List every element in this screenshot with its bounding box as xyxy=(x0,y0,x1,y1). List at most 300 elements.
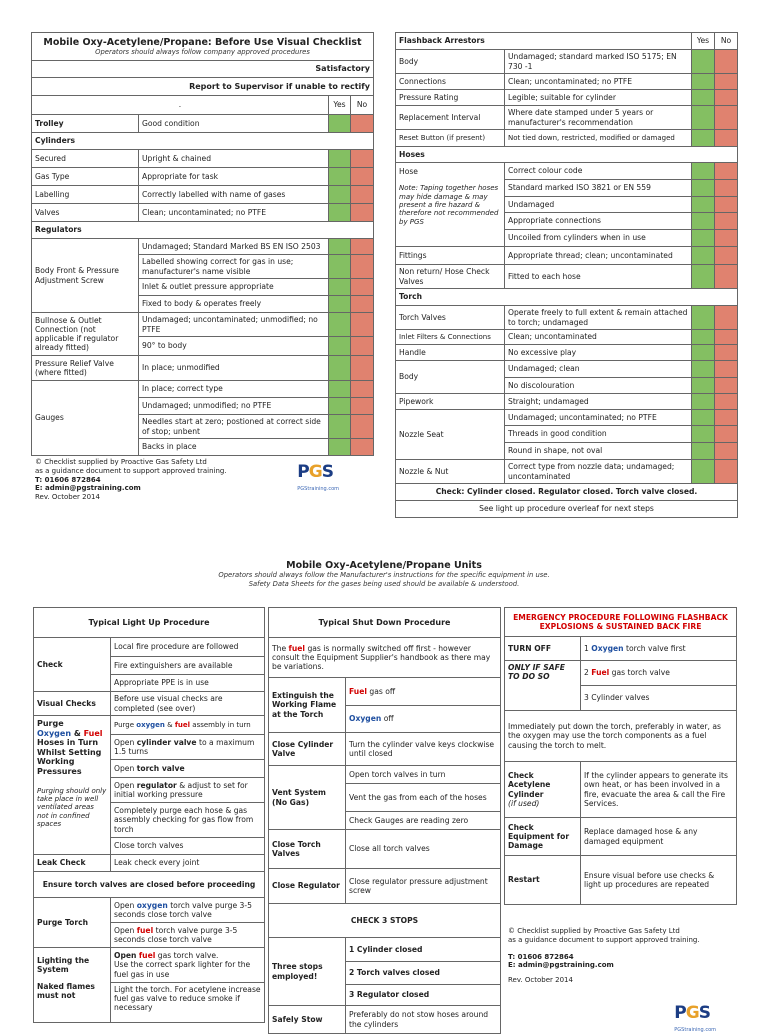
hose-note: Note: Taping together hoses may hide damage & may present a fire hazard & therefore not recommended by PGS xyxy=(399,184,499,226)
table-row xyxy=(396,345,738,361)
row-label: Hose xyxy=(399,167,418,176)
row-label: Body xyxy=(396,50,505,74)
emergency-title: EMERGENCY PROCEDURE FOLLOWING FLASHBACK EXPLOSIONS & SUSTAINED BACK FIRE xyxy=(505,608,737,637)
row-item: 2 Torch valves closed xyxy=(346,962,501,985)
row-item xyxy=(581,661,737,686)
yes-box[interactable] xyxy=(329,279,351,296)
units-header xyxy=(0,560,768,588)
logo-url: PGStraining.com xyxy=(674,1026,716,1033)
oxygen-word: Oxygen xyxy=(37,728,72,738)
no-box[interactable] xyxy=(351,168,374,186)
row-item: 90° to body xyxy=(139,337,329,356)
text: 2 xyxy=(584,668,589,678)
row-label: Gauges xyxy=(32,381,139,456)
table-row xyxy=(32,186,374,204)
yes-box[interactable] xyxy=(692,106,715,130)
no-box[interactable] xyxy=(715,378,738,394)
row-label: Close Cylinder Valve xyxy=(269,733,346,766)
no-box[interactable] xyxy=(715,265,738,289)
table-row xyxy=(396,460,738,484)
table-row xyxy=(396,163,738,180)
row-item: Appropriate thread; clean; uncontaminated xyxy=(505,247,692,265)
text: Open xyxy=(114,780,135,790)
row-item: Leak check every joint xyxy=(111,855,265,872)
yes-box[interactable] xyxy=(329,186,351,204)
row-item xyxy=(111,898,265,923)
table-row xyxy=(396,130,738,147)
purge-word: Purge xyxy=(37,719,64,728)
no-box[interactable] xyxy=(351,398,374,415)
yes-box[interactable] xyxy=(329,356,351,381)
row-label: Nozzle Seat xyxy=(396,410,505,460)
row-item: Clean; uncontaminated xyxy=(505,330,692,345)
row-item xyxy=(111,716,265,735)
purge-rest: Hoses in Turn Whilst Setting Working Pressures xyxy=(37,738,102,776)
table-row xyxy=(32,381,374,398)
row-item: Vent the gas from each of the hoses xyxy=(346,784,501,812)
yes-box[interactable] xyxy=(329,313,351,337)
purge-label-cell xyxy=(34,716,111,855)
row-item: Undamaged; Standard Marked BS EN ISO 2503 xyxy=(139,239,329,255)
text: torch valve xyxy=(136,763,185,773)
row-label: Connections xyxy=(396,74,505,90)
see-overleaf-note: See light up procedure overleaf for next steps xyxy=(396,501,738,518)
checklist-title: Mobile Oxy-Acetylene/Propane: Before Use Visual Checklist xyxy=(43,36,362,48)
row-item: Preferably do not stow hoses around the cylinders xyxy=(346,1006,501,1034)
copyright-line: © Checklist supplied by Proactive Gas Safety Ltd xyxy=(508,927,680,935)
row-item: Uncoiled from cylinders when in use xyxy=(505,230,692,247)
no-header: No xyxy=(351,96,374,115)
row-item xyxy=(111,778,265,803)
table-row xyxy=(32,239,374,255)
yes-header: Yes xyxy=(329,96,351,115)
emergency-footer xyxy=(504,927,736,985)
yes-box[interactable] xyxy=(692,130,715,147)
text: torch valve purge 3-5 seconds close torch valve xyxy=(114,925,238,944)
yes-box[interactable] xyxy=(692,426,715,443)
table-row xyxy=(396,361,738,378)
text: assembly in turn xyxy=(192,720,251,729)
row-item: Clean; uncontaminated; no PTFE xyxy=(139,204,329,222)
row-item: Straight; undamaged xyxy=(505,394,692,410)
logo-p: P xyxy=(297,462,309,482)
row-label: Safely Stow xyxy=(269,1006,346,1034)
visual-checklist-table xyxy=(31,32,374,456)
purge-note: Purging should only take place in well ventilated areas not in confined spaces xyxy=(37,786,107,829)
row-label: Body xyxy=(396,361,505,394)
row-label: Visual Checks xyxy=(34,692,111,716)
yes-box[interactable] xyxy=(692,74,715,90)
no-box[interactable] xyxy=(351,239,374,255)
row-item: Inlet & outlet pressure appropriate xyxy=(139,279,329,296)
table-row xyxy=(396,74,738,90)
fuel-word: fuel xyxy=(174,720,191,729)
row-item: Undamaged; uncontaminated; no PTFE xyxy=(505,410,692,426)
logo-s: S xyxy=(698,1002,710,1023)
email-link[interactable]: E: admin@pgstraining.com xyxy=(508,961,614,970)
row-item: Clean; uncontaminated; no PTFE xyxy=(505,74,692,90)
no-box[interactable] xyxy=(351,296,374,313)
text: & adjust to set for initial working pressure xyxy=(114,780,248,799)
no-box[interactable] xyxy=(715,230,738,247)
row-label: Bullnose & Outlet Connection (not applicable if regulator already fitted) xyxy=(32,313,139,356)
yes-box[interactable] xyxy=(692,247,715,265)
yes-box[interactable] xyxy=(692,265,715,289)
row-item: Ensure visual before use checks & light up procedures are repeated xyxy=(581,856,737,905)
emergency-table xyxy=(504,607,737,905)
text: Open xyxy=(114,925,135,935)
row-item: If the cylinder appears to generate its own heat, or has been involved in a fire, evacuate the area & call the Fire Services. xyxy=(581,762,737,818)
row-item xyxy=(346,678,501,706)
yes-box[interactable] xyxy=(692,394,715,410)
text: to a maximum 1.5 turns xyxy=(114,737,255,756)
yes-box[interactable] xyxy=(329,255,351,279)
row-label: Inlet Filters & Connections xyxy=(396,330,505,345)
row-item: Open torch valves in turn xyxy=(346,766,501,784)
text: & xyxy=(167,720,173,729)
row-item: Undamaged; uncontaminated; unmodified; no PTFE xyxy=(139,313,329,337)
table-row xyxy=(32,168,374,186)
no-box[interactable] xyxy=(351,313,374,337)
no-box[interactable] xyxy=(351,381,374,398)
yes-box[interactable] xyxy=(692,330,715,345)
no-box[interactable] xyxy=(351,279,374,296)
row-label: Valves xyxy=(32,204,139,222)
row-label: Trolley xyxy=(32,115,139,133)
shut-down-table xyxy=(268,607,501,1034)
yes-box[interactable] xyxy=(329,168,351,186)
guidance-line: as a guidance document to support approved training. xyxy=(35,466,227,475)
yes-box[interactable] xyxy=(329,204,351,222)
no-box[interactable] xyxy=(715,306,738,330)
row-item: Upright & chained xyxy=(139,150,329,168)
row-item: Appropriate for task xyxy=(139,168,329,186)
row-label: Vent System (No Gas) xyxy=(269,766,346,830)
row-label: Lighting the System xyxy=(37,956,90,975)
row-item: Local fire procedure are followed xyxy=(111,638,265,657)
row-item: Good condition xyxy=(139,115,329,133)
fuel-word: Fuel xyxy=(83,728,103,738)
table-row xyxy=(396,90,738,106)
section-label: Cylinders xyxy=(32,133,374,150)
row-label: Three stops employed! xyxy=(269,938,346,1006)
table-row xyxy=(32,115,374,133)
row-item: Before use visual checks are completed (see over) xyxy=(111,692,265,716)
row-item: 3 Cylinder valves xyxy=(581,686,737,711)
table-row xyxy=(32,204,374,222)
table-row xyxy=(396,247,738,265)
row-item: Fixed to body & operates freely xyxy=(139,296,329,313)
no-box[interactable] xyxy=(351,356,374,381)
row-item: Not tied down, restricted, modified or damaged xyxy=(505,130,692,147)
row-item xyxy=(111,923,265,948)
text: Use the correct spark lighter for the fuel gas in use xyxy=(114,960,251,979)
no-box[interactable] xyxy=(715,130,738,147)
row-item: Fire extinguishers are available xyxy=(111,657,265,675)
row-item: Appropriate PPE is in use xyxy=(111,675,265,692)
logo-g: G xyxy=(308,462,322,482)
row-label: Fittings xyxy=(396,247,505,265)
no-box[interactable] xyxy=(351,115,374,133)
text: Open xyxy=(114,951,137,961)
fuel-word: fuel xyxy=(136,925,154,935)
shut-down-procedure xyxy=(268,607,500,1034)
text: Purge xyxy=(114,720,135,729)
text: gas is normally switched off first - however consult the Equipment Supplier's handbook as there may be variations. xyxy=(272,643,491,672)
yes-box[interactable] xyxy=(692,410,715,426)
report-label: Report to Supervisor if unable to rectify xyxy=(32,78,374,96)
no-box[interactable] xyxy=(715,90,738,106)
row-label: Replacement Interval xyxy=(396,106,505,130)
yes-box[interactable] xyxy=(692,180,715,197)
text: gas torch valve xyxy=(611,668,670,678)
row-label: Close Regulator xyxy=(269,869,346,904)
row-label: Restart xyxy=(505,856,581,905)
row-item: Close regulator pressure adjustment screw xyxy=(346,869,501,904)
fuel-word: fuel xyxy=(138,951,156,961)
no-box[interactable] xyxy=(351,186,374,204)
yes-box[interactable] xyxy=(692,213,715,230)
yes-box[interactable] xyxy=(329,239,351,255)
units-subtitle-2: Safety Data Sheets for the gases being used should be available & understood. xyxy=(248,579,520,588)
row-item xyxy=(346,706,501,733)
logo-p: P xyxy=(674,1002,686,1023)
no-box[interactable] xyxy=(715,443,738,460)
yes-box[interactable] xyxy=(692,163,715,180)
row-label: Pressure Rating xyxy=(396,90,505,106)
text: regulator xyxy=(136,780,177,790)
text: Open xyxy=(114,737,135,747)
light-up-procedure xyxy=(33,607,264,1023)
no-box[interactable] xyxy=(715,163,738,180)
table-row xyxy=(32,150,374,168)
row-item xyxy=(111,760,265,778)
immediately-note: Immediately put down the torch, preferably in water, as the oxygen may use the torch components as a fuel causing the torch to melt. xyxy=(505,711,737,762)
no-box[interactable] xyxy=(715,410,738,426)
email-link[interactable]: E: admin@pgstraining.com xyxy=(35,484,141,493)
check-3-stops: CHECK 3 STOPS xyxy=(269,904,501,938)
yes-box[interactable] xyxy=(329,381,351,398)
blank-cell: . xyxy=(32,96,329,115)
text: cylinder valve xyxy=(136,737,197,747)
emergency-procedure xyxy=(504,607,736,1033)
revision-line: Rev. October 2014 xyxy=(508,976,573,984)
yes-box[interactable] xyxy=(692,230,715,247)
text: gas torch valve. xyxy=(157,951,219,961)
row-item: Backs in place xyxy=(139,439,329,456)
section-label: Regulators xyxy=(32,222,374,239)
copyright-line: © Checklist supplied by Proactive Gas Safety Ltd xyxy=(35,458,207,466)
yes-box[interactable] xyxy=(692,345,715,361)
row-item: Correct colour code xyxy=(505,163,692,180)
yes-header: Yes xyxy=(692,33,715,50)
row-label: Leak Check xyxy=(34,855,111,872)
yes-box[interactable] xyxy=(692,90,715,106)
row-item xyxy=(581,637,737,661)
no-box[interactable] xyxy=(715,213,738,230)
row-item: Undamaged; standard marked ISO 5175; EN 730 -1 xyxy=(505,50,692,74)
text: Open xyxy=(114,900,135,910)
row-item xyxy=(111,735,265,760)
row-item: Labelled showing correct for gas in use; manufacturer's name visible xyxy=(139,255,329,279)
yes-box[interactable] xyxy=(329,337,351,356)
yes-box[interactable] xyxy=(329,439,351,456)
lighting-label-cell xyxy=(34,948,111,1023)
yes-box[interactable] xyxy=(329,150,351,168)
row-item: Operate freely to full extent & remain attached to torch; undamaged xyxy=(505,306,692,330)
yes-box[interactable] xyxy=(692,306,715,330)
yes-box[interactable] xyxy=(329,296,351,313)
no-box[interactable] xyxy=(715,106,738,130)
row-label: Non return/ Hose Check Valves xyxy=(396,265,505,289)
no-box[interactable] xyxy=(351,150,374,168)
row-item: Fitted to each hose xyxy=(505,265,692,289)
equipment-checklist xyxy=(395,32,737,518)
no-box[interactable] xyxy=(715,345,738,361)
text: off xyxy=(383,714,394,724)
row-label: Gas Type xyxy=(32,168,139,186)
row-item: No excessive play xyxy=(505,345,692,361)
pgs-logo xyxy=(297,462,339,502)
row-item: Turn the cylinder valve keys clockwise until closed xyxy=(346,733,501,766)
phone-line: T: 01606 872864 xyxy=(35,475,101,484)
no-box[interactable] xyxy=(351,415,374,439)
no-box[interactable] xyxy=(715,74,738,90)
shut-down-intro xyxy=(269,638,501,678)
yes-box[interactable] xyxy=(692,460,715,484)
checklist-subtitle: Operators should always follow company approved procedures xyxy=(95,48,310,57)
oxygen-word: oxygen xyxy=(136,720,165,729)
row-label: TURN OFF xyxy=(505,637,581,661)
yes-box[interactable] xyxy=(692,378,715,394)
table-row xyxy=(396,50,738,74)
row-label: Reset Button (if present) xyxy=(396,130,505,147)
row-label: Pressure Relief Valve (where fitted) xyxy=(32,356,139,381)
fuel-word: Fuel xyxy=(349,686,367,696)
table-row xyxy=(396,330,738,345)
row-item: Close torch valves xyxy=(111,838,265,855)
yes-box[interactable] xyxy=(329,415,351,439)
row-label: Purge Torch xyxy=(34,898,111,948)
row-label: Nozzle & Nut xyxy=(396,460,505,484)
row-label: Handle xyxy=(396,345,505,361)
no-box[interactable] xyxy=(715,50,738,74)
and-word: & xyxy=(73,728,81,738)
no-header: No xyxy=(715,33,738,50)
table-row xyxy=(396,306,738,330)
text: gas off xyxy=(369,686,396,696)
no-box[interactable] xyxy=(351,439,374,456)
if-used-note: (if used) xyxy=(508,798,540,808)
no-box[interactable] xyxy=(715,361,738,378)
row-label: Check xyxy=(34,638,111,692)
no-box[interactable] xyxy=(351,337,374,356)
ensure-closed-note: Ensure torch valves are closed before proceeding xyxy=(34,872,265,898)
oxygen-word: Oxygen xyxy=(591,643,624,653)
no-box[interactable] xyxy=(715,460,738,484)
fuel-word: fuel xyxy=(288,643,306,653)
yes-box[interactable] xyxy=(692,197,715,213)
yes-box[interactable] xyxy=(692,50,715,74)
row-item: Undamaged xyxy=(505,197,692,213)
yes-box[interactable] xyxy=(329,398,351,415)
no-box[interactable] xyxy=(715,330,738,345)
row-label: Labelling xyxy=(32,186,139,204)
section-label: Flashback Arrestors xyxy=(396,33,692,50)
pgs-logo xyxy=(674,1003,716,1033)
check-closed-note: Check: Cylinder closed. Regulator closed. Torch valve closed. xyxy=(396,484,738,501)
no-box[interactable] xyxy=(715,180,738,197)
section-label: Torch xyxy=(396,289,738,306)
row-item: Threads in good condition xyxy=(505,426,692,443)
yes-box[interactable] xyxy=(692,443,715,460)
light-up-header: Typical Light Up Procedure xyxy=(34,608,265,638)
row-item: No discolouration xyxy=(505,378,692,394)
oxygen-word: oxygen xyxy=(136,900,168,910)
row-item: Round in shape, not oval xyxy=(505,443,692,460)
visual-footer xyxy=(31,458,373,502)
naked-flames-label: Naked flames must not xyxy=(37,982,95,1001)
row-item: In place; unmodified xyxy=(139,356,329,381)
light-up-table xyxy=(33,607,265,1023)
table-row xyxy=(34,716,265,735)
table-row xyxy=(32,356,374,381)
logo-url: PGStraining.com xyxy=(297,486,339,492)
no-box[interactable] xyxy=(715,247,738,265)
row-label: Pipework xyxy=(396,394,505,410)
row-label: Body Front & Pressure Adjustment Screw xyxy=(32,239,139,313)
checklist-header xyxy=(32,33,374,61)
guidance-line: as a guidance document to support approved training. xyxy=(508,935,700,944)
no-box[interactable] xyxy=(715,197,738,213)
row-item: Where date stamped under 5 years or manufacturer's recommendation xyxy=(505,106,692,130)
no-box[interactable] xyxy=(715,394,738,410)
row-item: Needles start at zero; postioned at correct side of stop; unbent xyxy=(139,415,329,439)
units-subtitle-1: Operators should always follow the Manufacturer's instructions for the specific equipment in use. xyxy=(218,571,550,580)
row-item: Undamaged; clean xyxy=(505,361,692,378)
row-label: Secured xyxy=(32,150,139,168)
no-box[interactable] xyxy=(351,255,374,279)
table-row xyxy=(32,313,374,337)
row-item: 3 Regulator closed xyxy=(346,985,501,1006)
equipment-table xyxy=(395,32,738,518)
row-item: Check Gauges are reading zero xyxy=(346,812,501,830)
section-label: Hoses xyxy=(396,147,738,163)
row-label: Extinguish the Working Flame at the Torch xyxy=(269,678,346,733)
check-acetylene-cell xyxy=(505,762,581,818)
row-item: Legible; suitable for cylinder xyxy=(505,90,692,106)
visual-checklist xyxy=(31,32,373,502)
row-item: Replace damaged hose & any damaged equipment xyxy=(581,818,737,856)
yes-box[interactable] xyxy=(329,115,351,133)
shut-down-header: Typical Shut Down Procedure xyxy=(269,608,501,638)
oxygen-word: Oxygen xyxy=(349,714,382,724)
phone-line: T: 01606 872864 xyxy=(508,952,574,961)
row-item: Close all torch valves xyxy=(346,830,501,869)
row-label: ONLY IF SAFE TO DO SO xyxy=(505,661,581,711)
row-item: Correct type from nozzle data; undamaged; uncontaminated xyxy=(505,460,692,484)
yes-box[interactable] xyxy=(692,361,715,378)
row-item: Undamaged; unmodified; no PTFE xyxy=(139,398,329,415)
revision-line: Rev. October 2014 xyxy=(35,493,100,501)
no-box[interactable] xyxy=(351,204,374,222)
text: 1 xyxy=(584,643,589,653)
row-item: Correctly labelled with name of gases xyxy=(139,186,329,204)
row-item: Completely purge each hose & gas assembly checking for gas flow from torch xyxy=(111,803,265,838)
row-label: Torch Valves xyxy=(396,306,505,330)
table-row xyxy=(396,265,738,289)
no-box[interactable] xyxy=(715,426,738,443)
